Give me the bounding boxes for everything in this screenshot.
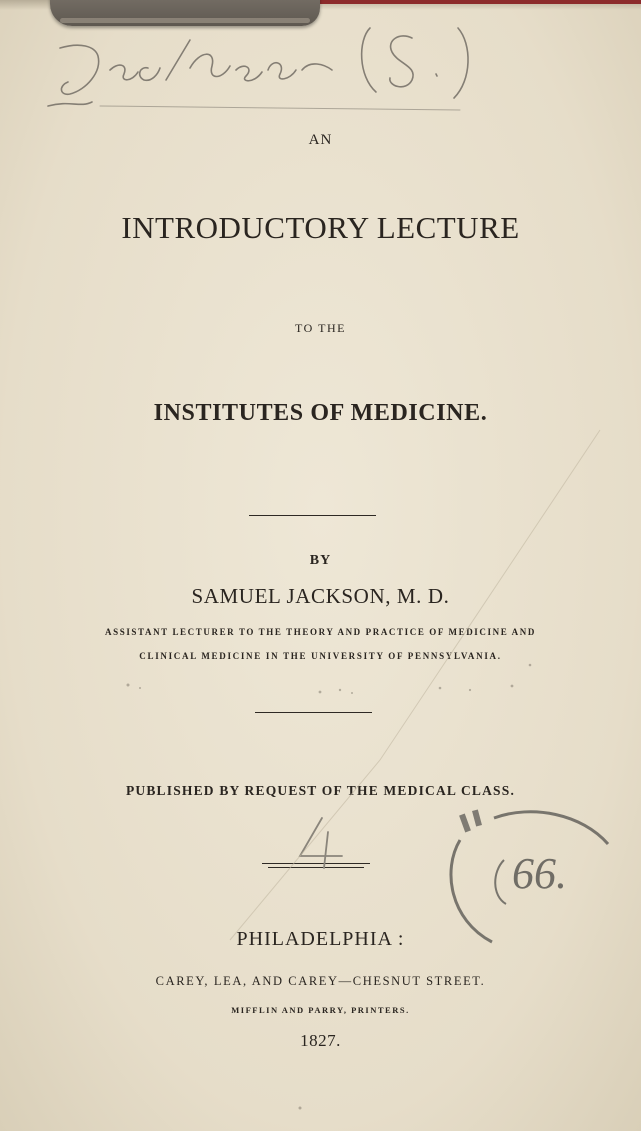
imprint-city: PHILADELPHIA : <box>236 928 405 950</box>
author-credentials-line-2: CLINICAL MEDICINE IN THE UNIVERSITY OF PENNSYLVANIA. <box>139 651 502 661</box>
divider-rule <box>255 712 372 713</box>
divider-rule <box>249 515 376 516</box>
author-name: SAMUEL JACKSON, M. D. <box>191 584 450 608</box>
by-line: BY <box>309 553 332 568</box>
leading-word: AN <box>308 132 333 148</box>
binding-edge <box>311 0 641 4</box>
handwritten-signature <box>40 10 500 120</box>
publication-year: 1827. <box>300 1031 341 1050</box>
connector-text: TO THE <box>295 321 346 335</box>
publication-note: PUBLISHED BY REQUEST OF THE MEDICAL CLASS. <box>125 783 516 798</box>
subject-title: INSTITUTES OF MEDICINE. <box>153 400 488 426</box>
stamp-number: 66. <box>512 849 567 898</box>
author-credentials-line-1: ASSISTANT LECTURER TO THE THEORY AND PRACTICE OF MEDICINE AND <box>105 627 536 637</box>
page-title: INTRODUCTORY LECTURE <box>121 210 520 245</box>
pencil-mark <box>292 812 352 872</box>
imprint-publishers: CAREY, LEA, AND CAREY—CHESNUT STREET. <box>155 974 486 988</box>
imprint-printers: MIFFLIN AND PARRY, PRINTERS. <box>231 1005 410 1015</box>
